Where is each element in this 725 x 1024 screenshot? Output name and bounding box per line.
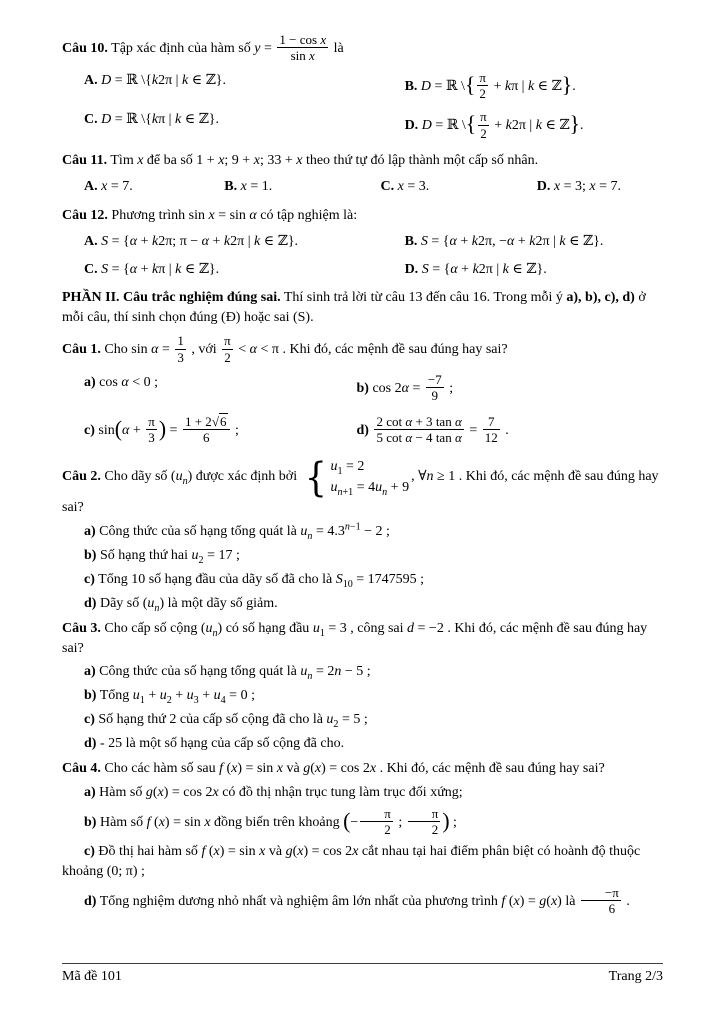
page-number: Trang 2/3 [608, 969, 663, 984]
question-cau-2 [62, 452, 663, 614]
option-d: D. x = 3; x = 7. [536, 178, 622, 194]
exam-body [62, 33, 663, 918]
options-grid [62, 67, 663, 146]
question-cau-4 [62, 759, 663, 918]
part-d: d) $\frac{\text{2 cot α + 3 tan α}}{\text{5 cot α − 4 tan α}}$ = $\frac{7}{12}$ . [356, 413, 509, 445]
question-stem: Câu 4. Cho các hàm số sau f (x) = sin x và g(x) = cos 2x . Khi đó, các mệnh đề sau đúng hay sai? [62, 760, 605, 776]
option-a: A. D = ℝ \{k2π | k ∈ ℤ}. [84, 72, 227, 88]
options-grid [62, 173, 663, 201]
part-b: b) Hàm số f (x) = sin x đồng biến trên khoảng (− $\frac{\pi}{2}$ ; $\frac{\pi}{2}$ ) ; [84, 805, 457, 837]
option-d: D. S = {α + k2π | k ∈ ℤ}. [404, 261, 547, 277]
part-a: a) Công thức của số hạng tổng quát là $u_n = 2n - 5$ ; [84, 664, 371, 683]
parts-list [62, 783, 663, 918]
part-a: a) Hàm số g(x) = cos 2x có đồ thị nhận trục tung làm trục đối xứng; [84, 784, 463, 800]
question-cau-10 [62, 33, 663, 146]
option-b: B. x = 1. [224, 178, 273, 194]
question-stem: Câu 3. Cho cấp số cộng $(u_n)$ có số hạng đầu $u_1 = 3$ , công sai d = −2 . Khi đó, các mệnh đề sau đúng hay sai? [62, 620, 648, 656]
part-a: a) cos α < 0 ; [84, 374, 158, 390]
option-c: C. D = ℝ \{kπ | k ∈ ℤ}. [84, 112, 220, 128]
exam-code: Mã đề 101 [62, 969, 122, 984]
question-stem: Câu 11. Tìm x để ba số 1 + x; 9 + x; 33 + x theo thứ tự đó lập thành một cấp số nhân. [62, 153, 539, 169]
parts-list [62, 662, 663, 754]
question-stem: Câu 1. Cho sin α = $\frac{1}{3}$ , với $\frac{\pi}{2}$ < α < π . Khi đó, các mệnh đề sau đúng hay sai? [62, 333, 508, 365]
option-a: A. x = 7. [84, 178, 133, 194]
option-b: B. D = ℝ \{ $\frac{\pi}{2}$ + kπ | k ∈ ℤ}. [404, 69, 576, 102]
part-a: a) Công thức của số hạng tổng quát là $u_n = 4.3^{n-1} - 2$ ; [84, 521, 390, 542]
part-d: d) Dãy số $(u_n)$ là một dãy số giảm. [84, 595, 278, 614]
page-footer [62, 963, 663, 987]
option-a: A. S = {α + k2π; π − α + k2π | k ∈ ℤ}. [84, 233, 299, 249]
option-c: C. S = {α + kπ | k ∈ ℤ}. [84, 261, 220, 277]
part-d: d) Tổng nghiệm dương nhỏ nhất và nghiệm âm lớn nhất của phương trình f (x) = g(x) là $\frac{-\pi}{6}$ . [84, 885, 630, 917]
part-b: b) cos 2α = $\frac{-7}{9}$ ; [356, 371, 454, 404]
question-cau-3 [62, 619, 663, 754]
question-stem: Câu 12. Phương trình sin x = sin α có tập nghiệm là: [62, 207, 358, 223]
part-d: d) - 25 là một số hạng của cấp số cộng đã cho. [84, 736, 345, 751]
question-cau-1 [62, 334, 663, 451]
option-b: B. S = {α + k2π, −α + k2π | k ∈ ℤ}. [404, 233, 604, 249]
option-d: D. D = ℝ \{ $\frac{\pi}{2}$ + k2π | k ∈ ℤ}. [404, 109, 584, 141]
question-cau-11 [62, 151, 663, 201]
part-b: b) Tổng $u_1 + u_2 + u_3 + u_4 = 0$ ; [84, 688, 255, 707]
parts-list [62, 368, 663, 451]
option-c: C. x = 3. [380, 178, 430, 194]
part-c: c) Số hạng thứ 2 của cấp số cộng đã cho là $u_2 = 5$ ; [84, 712, 368, 730]
part-c: c) Đồ thị hai hàm số f (x) = sin x và g(x) = cos 2x cắt nhau tại hai điểm phân biệt có hoành độ thuộc khoảng (0; π) ; [62, 844, 641, 880]
part-c: c) sin(α + $\frac{\pi}{3}$ ) = $\frac{1 + 2√6}{6}$ ; [84, 413, 239, 445]
question-stem: Câu 10. Tập xác định của hàm số y = $\frac{\text{1 − cos x}}{\text{sin x}}$ là [62, 32, 344, 64]
options-grid [62, 228, 663, 284]
part-b: b) Số hạng thứ hai $u_2 = 17$ ; [84, 548, 240, 566]
parts-list [62, 522, 663, 614]
question-stem: Câu 2. Cho dãy số $(u_n)$ được xác định bởi { $u_1 = 2$ $u_{n+1} = 4u_n + 9$ , ∀n ≥ 1 . Khi đó, các mệnh đề sau đúng hay sai? [62, 452, 659, 516]
part-c: c) Tổng 10 số hạng đầu của dãy số đã cho là $S_{10} = 1747595$ ; [84, 571, 425, 590]
section-instructions: PHẦN II. Câu trắc nghiệm đúng sai. Thí sinh trả lời từ câu 13 đến câu 16. Trong mỗi ý a), b), c), d) ở mỗi câu, thí sinh chọn đúng (Đ) hoặc sai (S). [62, 290, 646, 326]
question-cau-12 [62, 206, 663, 284]
